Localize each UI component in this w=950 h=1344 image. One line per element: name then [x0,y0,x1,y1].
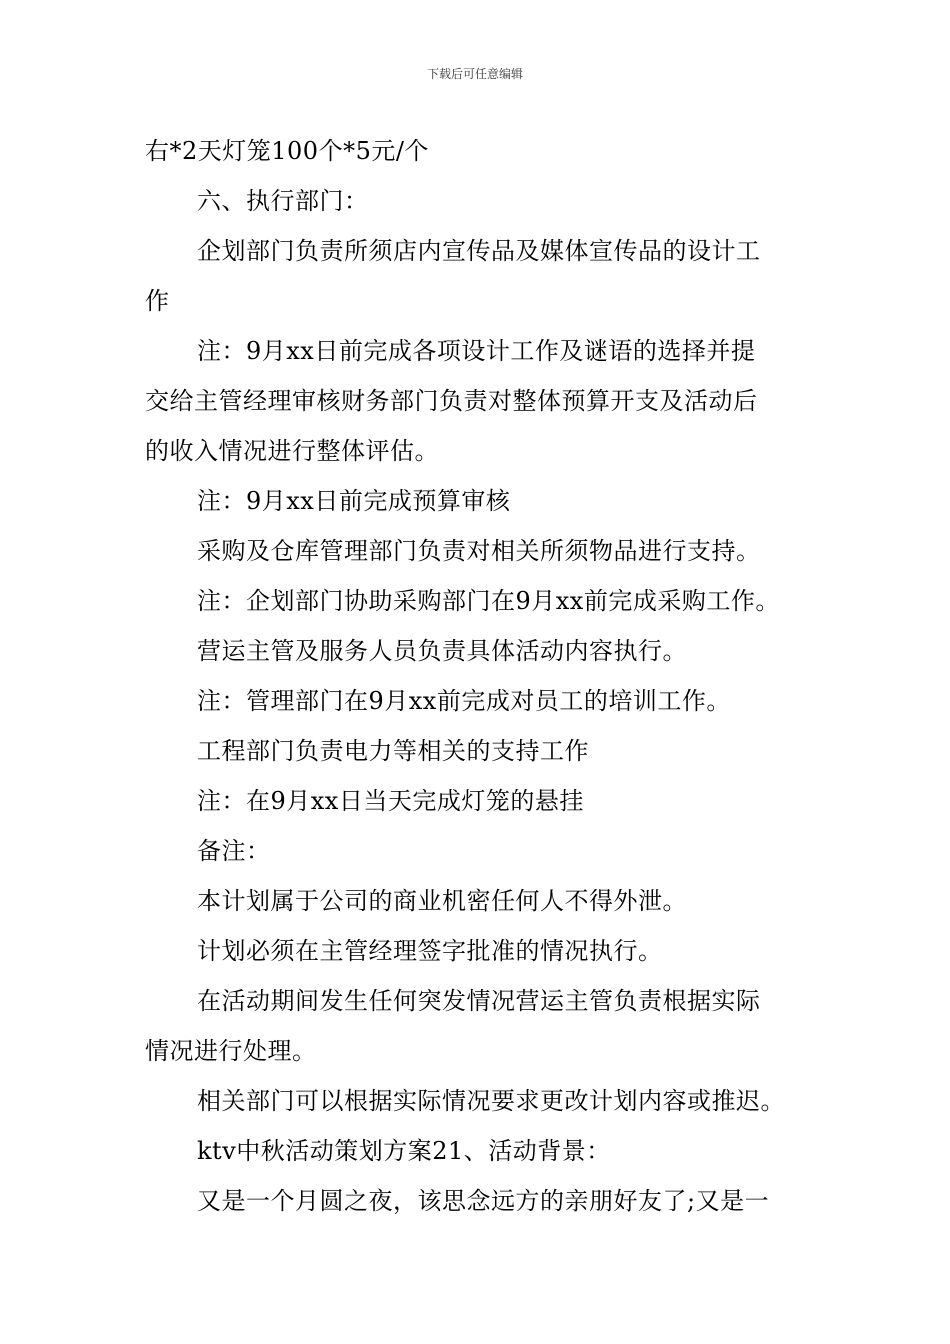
text-line: 右*2天灯笼100个*5元/个 [145,137,429,165]
text-line: 在活动期间发生任何突发情况营运主管负责根据实际 [197,987,761,1015]
text-line: 的收入情况进行整体评估。 [145,437,439,465]
text-line: 计划必须在主管经理签字批准的情况执行。 [197,937,663,965]
document-body [145,126,810,1226]
text-line: 注：企划部门协助采购部门在9月xx前完成采购工作。 [197,587,780,615]
text-line: 注：管理部门在9月xx前完成对员工的培训工作。 [197,687,731,715]
text-line: 营运主管及服务人员负责具体活动内容执行。 [197,637,687,665]
text-line: ktv中秋活动策划方案21、活动背景： [197,1137,611,1165]
text-line: 注：9月xx日前完成各项设计工作及谜语的选择并提 [197,337,756,365]
text-line: 作 [145,287,170,315]
text-line: 备注： [197,837,271,865]
text-line: 企划部门负责所须店内宣传品及媒体宣传品的设计工 [197,237,761,265]
text-line: 相关部门可以根据实际情况要求更改计划内容或推迟。 [197,1087,785,1115]
text-line: 注：9月xx日前完成预算审核 [197,487,511,515]
text-line: 工程部门负责电力等相关的支持工作 [197,737,589,765]
text-line: 情况进行处理。 [145,1037,317,1065]
text-line: 注：在9月xx日当天完成灯笼的悬挂 [197,787,584,815]
page-header: 下载后可任意编辑 [426,67,523,81]
text-line: 交给主管经理审核财务部门负责对整体预算开支及活动后 [145,387,758,415]
text-line: 本计划属于公司的商业机密任何人不得外泄。 [197,887,687,915]
text-line: 六、执行部门： [197,187,369,215]
text-line: 又是一个月圆之夜，该思念远方的亲朋好友了;又是一 [197,1187,770,1215]
text-line: 采购及仓库管理部门负责对相关所须物品进行支持。 [197,537,761,565]
